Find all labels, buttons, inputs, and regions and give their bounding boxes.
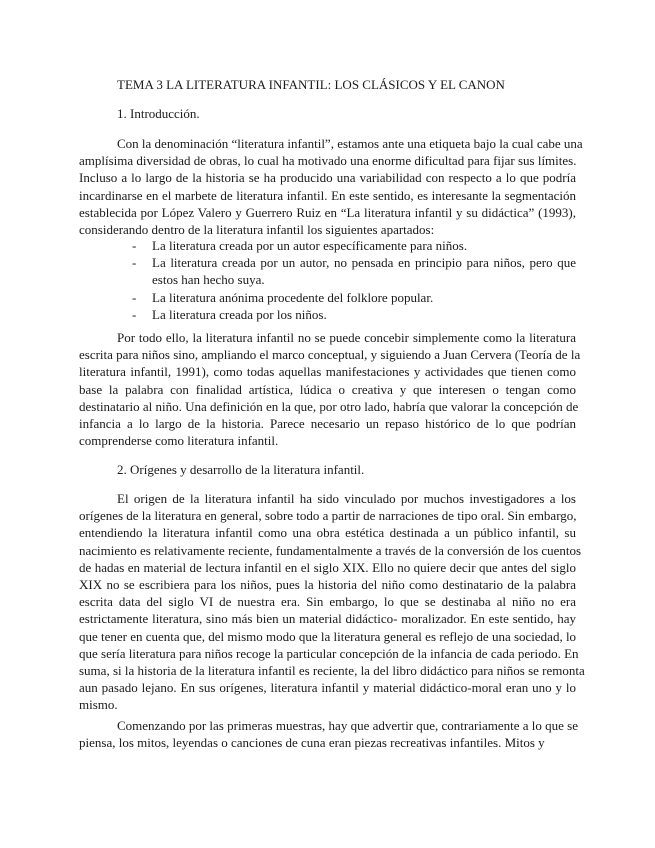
text-line: estrictamente literatura, sino más bien un material didáctico- moralizador. En este sentido, hay (79, 611, 576, 627)
list-bullet: - (132, 289, 137, 305)
document-title: TEMA 3 LA LITERATURA INFANTIL: LOS CLÁSICOS Y EL CANON (117, 77, 505, 92)
text-line: entendiendo la literatura infantil como una obra estética destinada a un público infantil, su (79, 525, 576, 541)
text-line: nacimiento es relativamente reciente, fundamentalmente a través de la conversión de los cuentos (79, 542, 582, 558)
text-line: de hadas en material de lectura infantil en el siglo XIX. Ello no quiere decir que antes del siglo (79, 559, 576, 575)
text-line: que tener en cuenta que, del mismo modo que la literatura general es reflejo de una sociedad, lo (79, 628, 577, 644)
text-line: piensa, los mitos, leyendas o canciones de cuna eran piezas recreativas infantiles. Mitos y (79, 735, 545, 751)
text-line: amplísima diversidad de obras, lo cual ha motivado una enorme dificultad para fijar sus límites. (79, 153, 577, 169)
list-bullet: - (132, 255, 137, 271)
section-1-heading-line (0, 105, 655, 122)
text-line: destinatario al niño. Una definición en la que, por otro lado, habría que valorar la concepción de (79, 398, 579, 414)
list-item (0, 271, 655, 288)
text-line: escrita para niños sino, ampliando el marco conceptual, y siguiendo a Juan Cervera (Teoría de la (79, 347, 581, 363)
text-line: Incluso a lo largo de la historia se ha producido una variabilidad con respecto a lo que podría (79, 170, 576, 186)
list-item-text: La literatura creada por un autor, no pensada en principio para niños, pero que (152, 255, 576, 271)
text-line: Comenzando por las primeras muestras, hay que advertir que, contrariamente a lo que se (117, 718, 578, 733)
text-line: suma, si la historia de la literatura infantil es reciente, la del libro didáctico para niños se remonta (79, 663, 585, 678)
text-line: considerando dentro de la literatura infantil los siguientes apartados: (79, 222, 435, 237)
text-line: incardinarse en el marbete de literatura infantil. En este sentido, es interesante la segmentación (79, 187, 576, 203)
list-item-text: La literatura creada por los niños. (152, 306, 327, 322)
text-line: XIX no se escribiera para los niños, pues la historia del niño como destinatario de la palabra (79, 577, 576, 592)
text-line: base la palabra con finalidad artística, lúdica o creativa y que interesen o tengan como (79, 381, 576, 397)
text-line: establecida por López Valero y Guerrero Ruiz en “La literatura infantil y su didáctica” (1993), (79, 204, 576, 220)
list-item (0, 306, 655, 323)
list-item (0, 237, 655, 254)
list-item-text: La literatura creada por un autor específicamente para niños. (152, 238, 468, 253)
list-bullet: - (132, 306, 137, 322)
text-line: infancia a lo largo de la historia. Parece necesario un repaso histórico de lo que podrían (79, 416, 576, 431)
section-1-heading: 1. Introducción. (117, 106, 200, 121)
text-line: literatura infantil, 1991), como todas aquellas manifestaciones y actividades que tienen como (79, 364, 576, 380)
document-title-line (0, 76, 655, 93)
text-line: mismo. (79, 697, 118, 713)
text-line: que sería literatura para niños recoge la particular concepción de la infancia de cada periodo. En (79, 645, 579, 661)
text-line: aun pasado lejano. En sus orígenes, literatura infantil y material didáctico-moral eran uno y lo (79, 680, 576, 696)
section-2-heading: 2. Orígenes y desarrollo de la literatura infantil. (117, 462, 365, 477)
text-line: escrita data del siglo VI de nuestra era. Sin embargo, lo que se destinaba al niño no era (79, 594, 576, 610)
text-line: Con la denominación “literatura infantil”, estamos ante una etiqueta bajo la cual cabe una (117, 136, 583, 151)
text-line: orígenes de la literatura en general, sobre todo a partir de narraciones de tipo oral. Sin embargo, (79, 508, 577, 524)
list-item-text: estos han hecho suya. (152, 272, 265, 288)
text-line: El origen de la literatura infantil ha sido vinculado por muchos investigadores a los (117, 491, 576, 506)
list-bullet: - (132, 238, 137, 253)
list-item-text: La literatura anónima procedente del folklore popular. (152, 289, 434, 305)
section-2-heading-line (0, 461, 655, 478)
list-item (0, 289, 655, 306)
text-line: Por todo ello, la literatura infantil no se puede concebir simplemente como la literatura (117, 330, 576, 345)
text-line: comprenderse como literatura infantil. (79, 433, 279, 449)
list-item (0, 254, 655, 271)
